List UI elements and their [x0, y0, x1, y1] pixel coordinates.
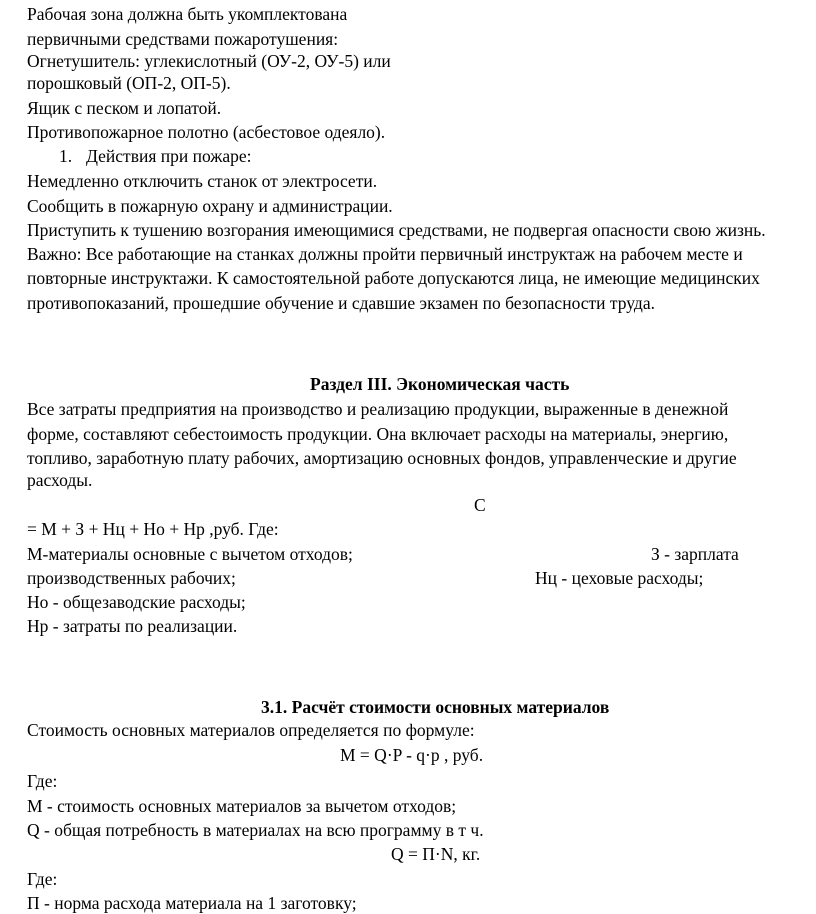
definition-shop-expenses: Нц - цеховые расходы; — [535, 568, 704, 588]
fire-blanket-line: Противопожарное полотно (асбестовое одеяло). — [27, 122, 386, 142]
definition-m: М - стоимость основных материалов за вычетом отходов; — [27, 796, 457, 816]
quantity-formula: Q = П·N, кг. — [391, 844, 481, 864]
section-title: Раздел III. Экономическая часть — [310, 374, 570, 394]
cost-paragraph-line-2: форме, составляют себестоимость продукции. Она включает расходы на материалы, энергию, — [27, 424, 729, 444]
materials-intro: Стоимость основных материалов определяется по формуле: — [27, 720, 475, 740]
extinguisher-line-2: порошковый (ОП-2, ОП-5). — [27, 73, 231, 93]
definition-materials: М-материалы основные с вычетом отходов; — [27, 544, 353, 564]
definition-q: Q - общая потребность в материалах на всю программу в т ч. — [27, 820, 484, 840]
action-line-2: Сообщить в пожарную охрану и администрации. — [27, 196, 393, 216]
action-line-3: Приступить к тушению возгорания имеющимися средствами, не подвергая опасности свою жизнь. — [27, 220, 766, 240]
cost-formula: = М + З + Нц + Но + Нр ,руб. Где: — [27, 519, 279, 539]
where-label-2: Где: — [27, 869, 58, 889]
where-label-1: Где: — [27, 771, 58, 791]
sand-box-line: Ящик с песком и лопатой. — [27, 98, 222, 118]
important-note-line-3: противопоказаний, прошедшие обучение и сдавшие экзамен по безопасности труда. — [27, 293, 655, 313]
important-note-line-2: повторные инструктажи. К самостоятельной работе допускаются лица, не имеющие медицинских — [27, 268, 760, 288]
cost-paragraph-line-4: расходы. — [27, 470, 93, 490]
cost-paragraph-line-3: топливо, заработную плату рабочих, амортизацию основных фондов, управленческие и другие — [27, 448, 737, 468]
action-line-1: Немедленно отключить станок от электросети. — [27, 171, 378, 191]
definition-salary: З - зарплата — [651, 544, 739, 564]
fire-actions-heading: Действия при пожаре: — [86, 146, 252, 166]
definition-norm: П - норма расхода материала на 1 заготовку; — [27, 893, 357, 913]
cost-paragraph-line-1: Все затраты предприятия на производство и реализацию продукции, выраженные в денежной — [27, 399, 729, 419]
materials-formula: М = Q·P - q·p , руб. — [340, 745, 484, 765]
definition-sales-costs: Нр - затраты по реализации. — [27, 616, 238, 636]
definition-plant-expenses: Но - общезаводские расходы; — [27, 592, 246, 612]
important-note-line-1: Важно: Все работающие на станках должны пройти первичный инструктаж на рабочем месте и — [27, 244, 743, 264]
formula-symbol-c: С — [474, 495, 486, 515]
definition-salary-continued: производственных рабочих; — [27, 568, 236, 588]
extinguisher-line-1: Огнетушитель: углекислотный (ОУ-2, ОУ-5) или — [27, 51, 391, 71]
equipment-line-1: Рабочая зона должна быть укомплектована — [27, 4, 348, 24]
list-number: 1. — [59, 146, 73, 166]
equipment-line-2: первичными средствами пожаротушения: — [27, 29, 339, 49]
subsection-title: 3.1. Расчёт стоимости основных материалов — [261, 697, 610, 717]
